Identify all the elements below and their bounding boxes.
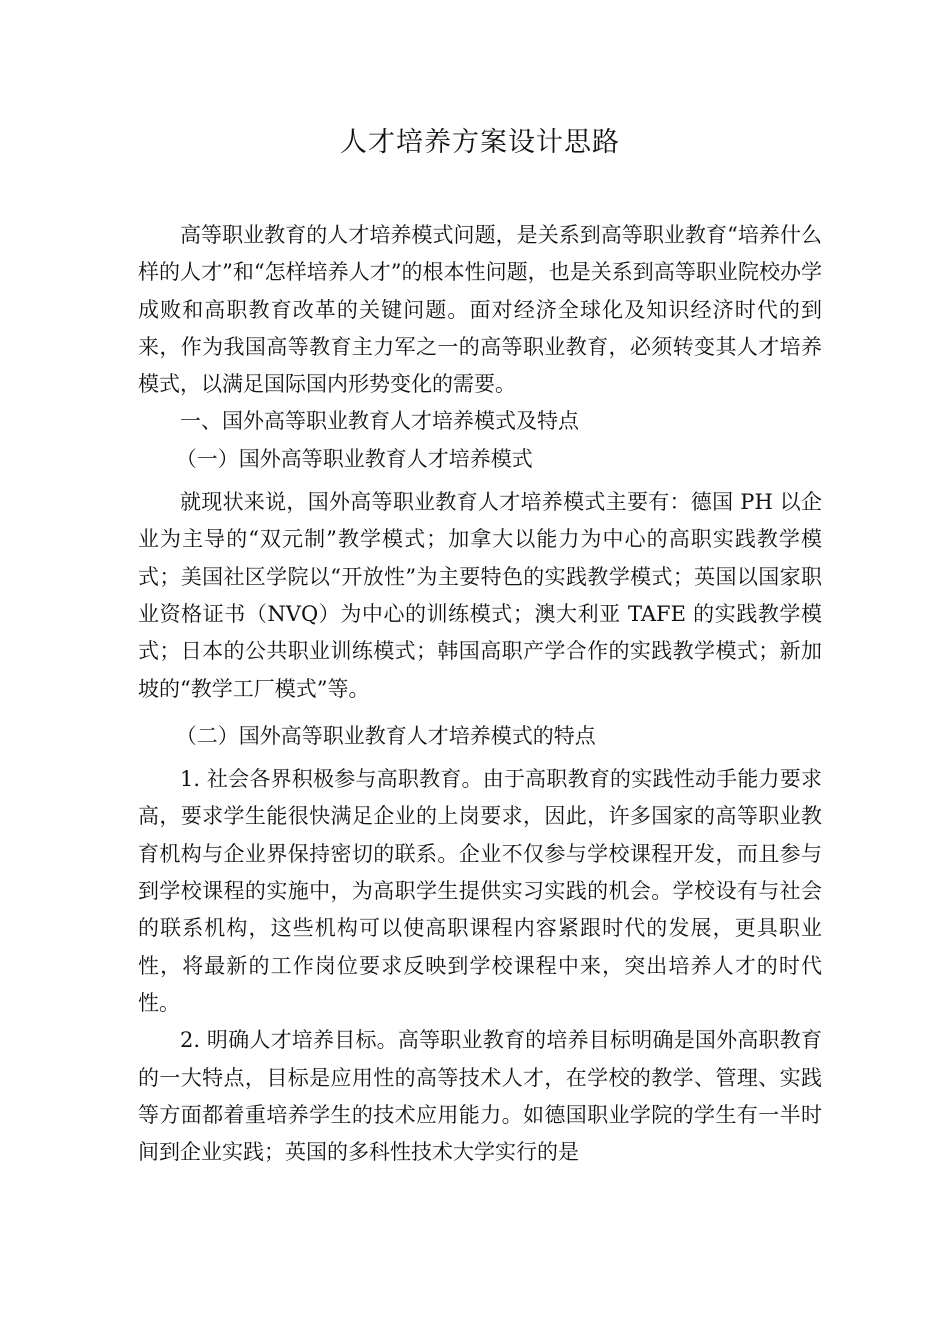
subsection-heading-1: （一）国外高等职业教育人才培养模式 <box>175 446 533 471</box>
document-title: 人才培养方案设计思路 <box>340 127 620 158</box>
subsection-heading-2: （二）国外高等职业教育人才培养模式的特点 <box>175 723 596 748</box>
intro-paragraph: 高等职业教育的人才培养模式问题，是关系到高等职业教育“培养什么样的人才”和“怎样培养人才”的根本性问题，也是关系到高等职业院校办学成败和高职教育改革的关键问题。面对经济全球化及知识经济时代的到来，作为我国高等教育主力军之一的高等职业教育，必须转变其人才培养模式，以满足国际国内形势变化的需要。 <box>138 223 822 397</box>
point-2-paragraph: 2. 明确人才培养目标。高等职业教育的培养目标明确是国外高职教育的一大特点，目标是应用性的高等技术人才，在学校的教学、管理、实践等方面都着重培养学生的技术应用能力。如德国职业学院的学生有一半时间到企业实践；英国的多科性技术大学实行的是 <box>138 1028 822 1165</box>
point-1-paragraph: 1. 社会各界积极参与高职教育。由于高职教育的实践性动手能力要求高，要求学生能很快满足企业的上岗要求，因此，许多国家的高等职业教育机构与企业界保持密切的联系。企业不仅参与学校课程开发，而且参与到学校课程的实施中，为高职学生提供实习实践的机会。学校设有与社会的联系机构，这些机构可以使高职课程内容紧跟时代的发展，更具职业性，将最新的工作岗位要求反映到学校课程中来，突出培养人才的时代性。 <box>138 767 822 1015</box>
section-heading-1: 一、国外高等职业教育人才培养模式及特点 <box>180 409 579 434</box>
models-paragraph: 就现状来说，国外高等职业教育人才培养模式主要有：德国 PH 以企业为主导的“双元制”教学模式；加拿大以能力为中心的高职实践教学模式；美国社区学院以“开放性”为主要特色的实践教学模式；英国以国家职业资格证书（NVQ）为中心的训练模式；澳大利亚 TAFE 的实践教学模式；日本的公共职业训练模式；韩国高职产学合作的实践教学模式；新加坡的“教学工厂模式”等。 <box>138 490 822 701</box>
